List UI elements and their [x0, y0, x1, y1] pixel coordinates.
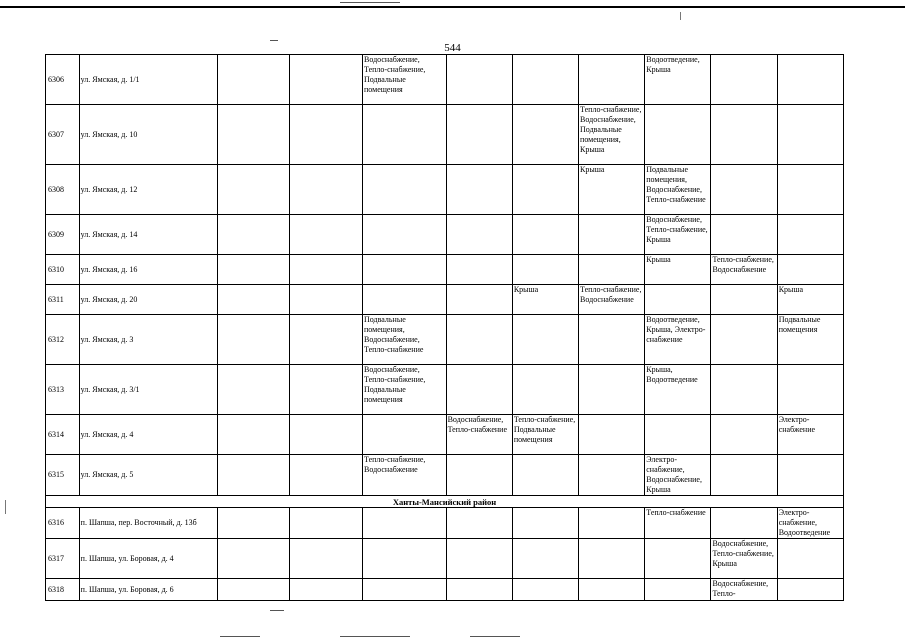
work-cell-4 [446, 215, 512, 255]
work-cell-3 [363, 508, 447, 539]
work-cell-1 [217, 455, 290, 496]
district-title: Ханты-Мансийский район [46, 496, 844, 508]
work-cell-8: Водоснабжение, Тепло-снабжение, Крыша [711, 539, 777, 579]
work-cell-9 [777, 215, 843, 255]
work-cell-3 [363, 415, 447, 455]
address-cell: ул. Ямская, д. 5 [79, 455, 217, 496]
scan-artifact [270, 40, 278, 41]
work-cell-8 [711, 508, 777, 539]
row-number: 6314 [46, 415, 80, 455]
row-number: 6308 [46, 165, 80, 215]
address-cell: ул. Ямская, д. 12 [79, 165, 217, 215]
work-cell-9: Электро-снабжение, Водоотведение [777, 508, 843, 539]
work-cell-5 [512, 165, 578, 215]
work-cell-1 [217, 215, 290, 255]
work-cell-7: Водоснабжение, Тепло-снабжение, Крыша [645, 215, 711, 255]
work-cell-5 [512, 215, 578, 255]
work-cell-9 [777, 105, 843, 165]
table-row [46, 285, 844, 315]
address-cell: п. Шапша, ул. Боровая, д. 4 [79, 539, 217, 579]
work-cell-5 [512, 55, 578, 105]
work-cell-3: Подвальные помещения, Водоснабжение, Тепло-снабжение [363, 315, 447, 365]
work-cell-9 [777, 455, 843, 496]
work-cell-7 [645, 579, 711, 601]
work-cell-6 [579, 315, 645, 365]
table-row [46, 165, 844, 215]
work-cell-9 [777, 255, 843, 285]
work-cell-3 [363, 255, 447, 285]
work-cell-1 [217, 255, 290, 285]
work-cell-7 [645, 285, 711, 315]
row-number: 6307 [46, 105, 80, 165]
work-cell-5: Тепло-снабжение, Подвальные помещения [512, 415, 578, 455]
work-cell-8 [711, 455, 777, 496]
work-cell-9 [777, 165, 843, 215]
work-cell-4: Водоснабжение, Тепло-снабжение [446, 415, 512, 455]
work-cell-5 [512, 539, 578, 579]
work-cell-6 [579, 55, 645, 105]
work-cell-5 [512, 255, 578, 285]
work-cell-5 [512, 315, 578, 365]
address-cell: ул. Ямская, д. 4 [79, 415, 217, 455]
address-cell: ул. Ямская, д. 10 [79, 105, 217, 165]
work-cell-3 [363, 539, 447, 579]
work-cell-2 [290, 165, 363, 215]
work-cell-7 [645, 415, 711, 455]
work-cell-8 [711, 55, 777, 105]
work-cell-6: Тепло-снабжение, Водоснабжение [579, 285, 645, 315]
work-cell-2 [290, 105, 363, 165]
work-cell-2 [290, 255, 363, 285]
address-cell: ул. Ямская, д. 1/1 [79, 55, 217, 105]
work-cell-1 [217, 579, 290, 601]
work-cell-1 [217, 415, 290, 455]
work-cell-6: Тепло-снабжение, Водоснабжение, Подвальные помещения, Крыша [579, 105, 645, 165]
row-number: 6306 [46, 55, 80, 105]
row-number: 6316 [46, 508, 80, 539]
work-cell-6 [579, 365, 645, 415]
work-cell-6 [579, 215, 645, 255]
work-cell-7: Электро-снабжение, Водоснабжение, Крыша [645, 455, 711, 496]
table-row [46, 539, 844, 579]
address-cell: ул. Ямская, д. 20 [79, 285, 217, 315]
work-cell-6 [579, 539, 645, 579]
work-cell-4 [446, 165, 512, 215]
scan-artifact [5, 500, 6, 514]
work-cell-9 [777, 539, 843, 579]
work-cell-5: Крыша [512, 285, 578, 315]
work-cell-1 [217, 165, 290, 215]
address-cell: ул. Ямская, д. 3/1 [79, 365, 217, 415]
work-cell-5 [512, 508, 578, 539]
work-cell-9 [777, 579, 843, 601]
work-cell-4 [446, 455, 512, 496]
row-number: 6310 [46, 255, 80, 285]
register-table [45, 54, 844, 601]
work-cell-7 [645, 105, 711, 165]
work-cell-4 [446, 55, 512, 105]
work-cell-2 [290, 508, 363, 539]
work-cell-1 [217, 285, 290, 315]
row-number: 6311 [46, 285, 80, 315]
work-cell-1 [217, 539, 290, 579]
work-cell-2 [290, 315, 363, 365]
table-row [46, 508, 844, 539]
work-cell-5 [512, 365, 578, 415]
work-cell-8 [711, 315, 777, 365]
work-cell-5 [512, 105, 578, 165]
work-cell-9 [777, 365, 843, 415]
row-number: 6312 [46, 315, 80, 365]
work-cell-6 [579, 579, 645, 601]
district-header-row [46, 496, 844, 508]
work-cell-3 [363, 579, 447, 601]
work-cell-5 [512, 579, 578, 601]
work-cell-1 [217, 315, 290, 365]
work-cell-4 [446, 285, 512, 315]
work-cell-1 [217, 508, 290, 539]
work-cell-4 [446, 365, 512, 415]
work-cell-4 [446, 539, 512, 579]
address-cell: п. Шапша, ул. Боровая, д. 6 [79, 579, 217, 601]
work-cell-1 [217, 55, 290, 105]
address-cell: ул. Ямская, д. 16 [79, 255, 217, 285]
address-cell: ул. Ямская, д. 14 [79, 215, 217, 255]
work-cell-3 [363, 285, 447, 315]
work-cell-6 [579, 255, 645, 285]
row-number: 6317 [46, 539, 80, 579]
work-cell-8 [711, 105, 777, 165]
scan-artifact [220, 636, 260, 637]
work-cell-2 [290, 55, 363, 105]
work-cell-8 [711, 365, 777, 415]
table-body [46, 55, 844, 601]
page-number: 544 [444, 42, 461, 54]
row-number: 6315 [46, 455, 80, 496]
work-cell-3 [363, 165, 447, 215]
work-cell-7: Крыша, Водоотведение [645, 365, 711, 415]
table-row [46, 455, 844, 496]
work-cell-2 [290, 365, 363, 415]
work-cell-6 [579, 508, 645, 539]
work-cell-2 [290, 579, 363, 601]
table-row [46, 365, 844, 415]
work-cell-2 [290, 215, 363, 255]
work-cell-5 [512, 455, 578, 496]
row-number: 6309 [46, 215, 80, 255]
work-cell-3 [363, 215, 447, 255]
table-row [46, 215, 844, 255]
work-cell-8 [711, 215, 777, 255]
scan-artifact [340, 2, 400, 3]
row-number: 6318 [46, 579, 80, 601]
top-border-line [0, 6, 905, 8]
work-cell-4 [446, 315, 512, 365]
table-row [46, 579, 844, 601]
table-row [46, 55, 844, 105]
table-row [46, 415, 844, 455]
work-cell-7: Водоотведение, Крыша [645, 55, 711, 105]
work-cell-8: Тепло-снабжение, Водоснабжение [711, 255, 777, 285]
work-cell-4 [446, 579, 512, 601]
work-cell-4 [446, 105, 512, 165]
work-cell-1 [217, 365, 290, 415]
work-cell-3: Тепло-снабжение, Водоснабжение [363, 455, 447, 496]
work-cell-2 [290, 415, 363, 455]
work-cell-3 [363, 105, 447, 165]
scan-artifact [270, 610, 284, 611]
work-cell-8 [711, 415, 777, 455]
work-cell-7: Водоотведение, Крыша, Электро-снабжение [645, 315, 711, 365]
work-cell-3: Водоснабжение, Тепло-снабжение, Подвальные помещения [363, 365, 447, 415]
work-cell-7: Подвальные помещения, Водоснабжение, Тепло-снабжение [645, 165, 711, 215]
work-cell-6: Крыша [579, 165, 645, 215]
work-cell-8 [711, 165, 777, 215]
work-cell-7: Крыша [645, 255, 711, 285]
work-cell-9: Электро-снабжение [777, 415, 843, 455]
work-cell-6 [579, 415, 645, 455]
work-cell-3: Водоснабжение, Тепло-снабжение, Подвальные помещения [363, 55, 447, 105]
work-cell-2 [290, 455, 363, 496]
scan-artifact [470, 636, 520, 637]
work-cell-2 [290, 285, 363, 315]
table-row [46, 315, 844, 365]
work-cell-6 [579, 455, 645, 496]
work-cell-9: Подвальные помещения [777, 315, 843, 365]
work-cell-9: Крыша [777, 285, 843, 315]
scan-artifact [340, 636, 410, 637]
work-cell-4 [446, 255, 512, 285]
work-cell-8 [711, 285, 777, 315]
work-cell-8: Водоснабжение, Тепло- [711, 579, 777, 601]
table-row [46, 255, 844, 285]
work-cell-7: Тепло-снабжение [645, 508, 711, 539]
address-cell: ул. Ямская, д. 3 [79, 315, 217, 365]
work-cell-2 [290, 539, 363, 579]
work-cell-7 [645, 539, 711, 579]
work-cell-1 [217, 105, 290, 165]
work-cell-4 [446, 508, 512, 539]
work-cell-9 [777, 55, 843, 105]
address-cell: п. Шапша, пер. Восточный, д. 13б [79, 508, 217, 539]
table-row [46, 105, 844, 165]
row-number: 6313 [46, 365, 80, 415]
scan-artifact [680, 12, 681, 20]
